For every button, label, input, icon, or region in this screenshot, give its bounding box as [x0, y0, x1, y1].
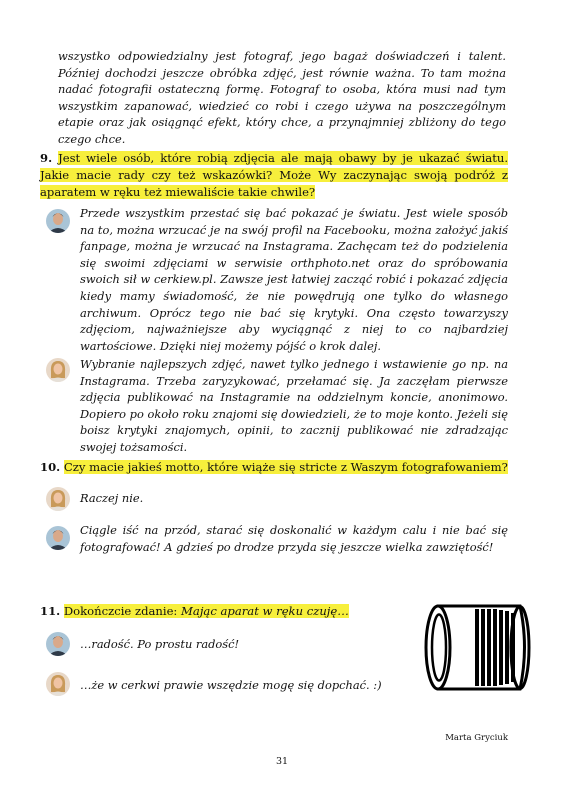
female-avatar-icon: [46, 672, 70, 696]
answer-10-male: Ciągle iść na przód, starać się doskonalić w każdym calu i nie bać się fotografować! A gdzieś po drodze przyda się jeszcze wielka zawziętość!: [80, 523, 508, 554]
question-number: 9.: [40, 151, 53, 165]
question-11: [40, 603, 400, 620]
question-9: [40, 150, 508, 201]
male-avatar-icon: [46, 209, 70, 233]
question-number: 10.: [40, 460, 61, 474]
answer-11-male: …radość. Po prostu radość!: [80, 637, 240, 651]
question-text-italic: Mając aparat w ręku czuję…: [181, 604, 349, 618]
answer-9-male: Przede wszystkim przestać się bać pokazać je światu. Jest wiele sposób na to, można wrzucać je na swój profil na Facebooku, można założyć jakiś fanpage, można je wrzucać na Instagrama. Zachęcam też do podzielenia się swoimi zdjęciami w serwisie orthphoto.net oraz do spróbowania swoich sił w cerkiew.pl. Zawsze jest łatwiej zacząć robić i pokazać zdjęcia kiedy mamy świadomość, że nie powędrują one tylko do własnego archiwum. Oprócz tego nie bać się krytyki. Ona często towarzyszy zdjęciom, najważniejsze aby wyciągnąć z niej to co najbardziej wartościowe. Dzięki niej możemy pójść o krok dalej.: [80, 206, 508, 353]
male-avatar-icon: [46, 526, 70, 550]
page-number: 31: [275, 756, 289, 767]
camera-lens-icon: [420, 600, 535, 699]
intro-paragraph: wszystko odpowiedzialny jest fotograf, jego bagaż doświadczeń i talent. Później dochodzi jeszcze obróbka zdjęć, jest równie ważna. To tam można nadać fotografii ostateczną formę. Fotograf to osoba, która musi nad tym wszystkim zapanować, wiedzieć co robi i czego używa na poszczególnym etapie oraz jak osiągnąć efekt, który chce, a przynajmniej zbliżony do tego czego chce.: [58, 49, 506, 146]
male-avatar-icon: [46, 632, 70, 656]
answer-11-female: …że w cerkwi prawie wszędzie mogę się dopchać. :): [80, 678, 382, 692]
question-text: Jest wiele osób, które robią zdjęcia ale mają obawy by je ukazać światu. Jakie macie rady czy też wskazówki? Może Wy zaczynając swoją podróż z aparatem w ręku też miewaliście takie chwile?: [40, 151, 509, 199]
female-avatar-icon: [46, 358, 70, 382]
question-text: Czy macie jakieś motto, które wiąże się stricte z Waszym fotografowaniem?: [63, 460, 508, 474]
question-text: Dokończcie zdanie:: [63, 604, 182, 618]
question-10: [40, 459, 510, 476]
answer-10-female: Raczej nie.: [80, 491, 144, 505]
female-avatar-icon: [46, 487, 70, 511]
author-name: Marta Gryciuk: [445, 733, 508, 743]
answer-9-female: Wybranie najlepszych zdjęć, nawet tylko jednego i wstawienie go np. na Instagrama. Trzeba zaryzykować, przełamać się. Ja zaczęłam pierwsze zdjęcia publikować na Instagramie na oddzielnym koncie, anonimowo. Dopiero po około roku znajomi się dowiedzieli, że to moje konto. Jeżeli się boisz krytyki znajomych, opinii, to zacznij publikować nie zdradzając swojej tożsamości.: [80, 357, 508, 454]
question-number: 11.: [40, 604, 61, 618]
